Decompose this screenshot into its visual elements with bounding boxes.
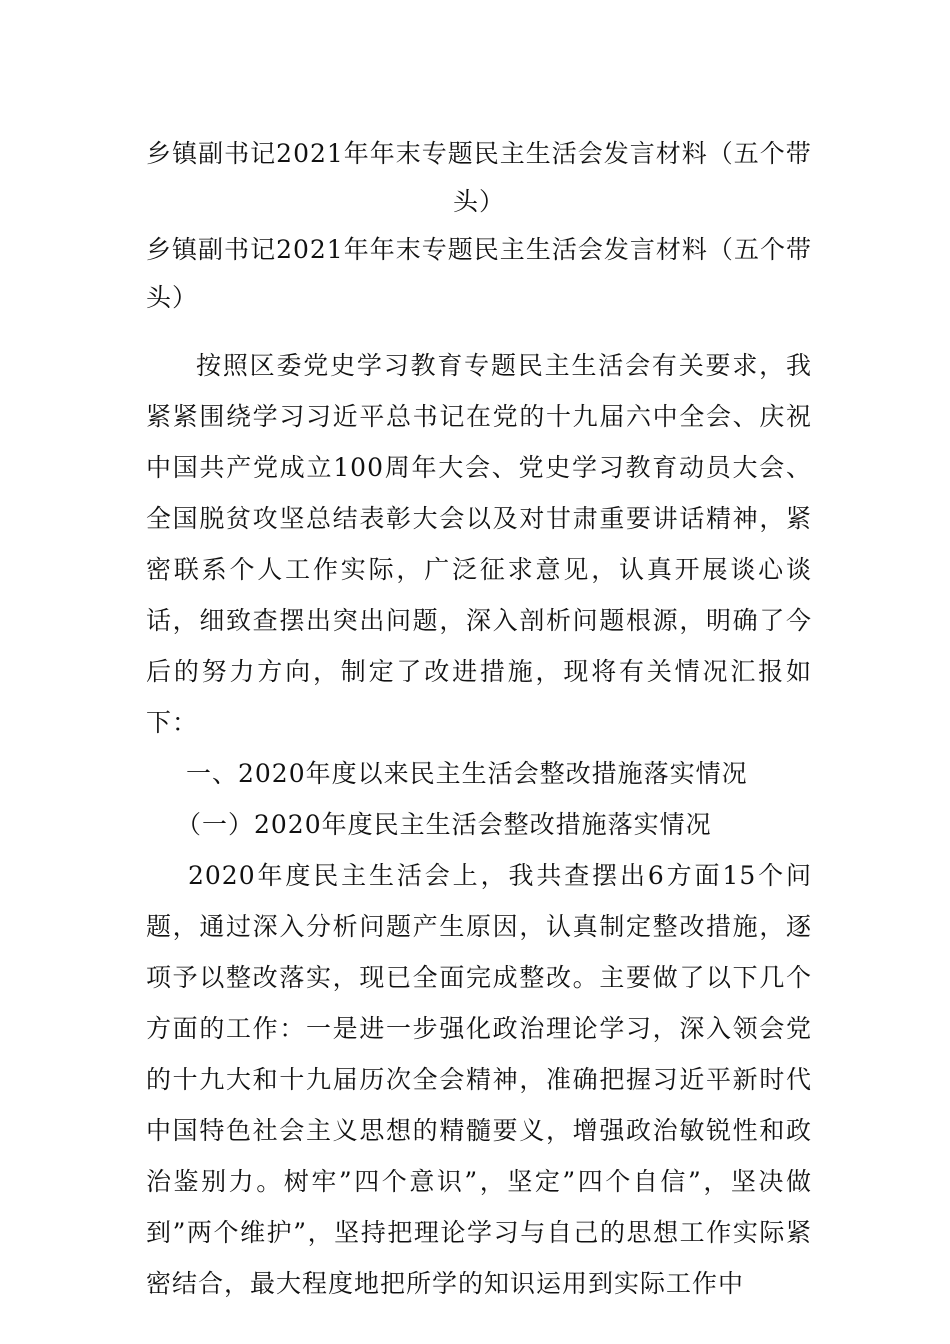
intro-paragraph: 按照区委党史学习教育专题民主生活会有关要求，我紧紧围绕学习习近平总书记在党的十九届六中全会、庆祝中国共产党成立100周年大会、党史学习教育动员大会、全国脱贫攻坚总结表彰大会以及对甘肃重要讲话精神，紧密联系个人工作实际，广泛征求意见，认真开展谈心谈话，细致查摆出突出问题，深入剖析问题根源，明确了今后的努力方向，制定了改进措施，现将有关情况汇报如下： <box>146 351 812 737</box>
document-title: 乡镇副书记2021年年末专题民主生活会发言材料（五个带头） <box>146 139 812 216</box>
subsection-heading: （一）2020年度民主生活会整改措施落实情况 <box>176 810 712 839</box>
body-paragraph: 2020年度民主生活会上，我共查摆出6方面15个问题，通过深入分析问题产生原因，认真制定整改措施，逐项予以整改落实，现已全面完成整改。主要做了以下几个方面的工作：一是进一步强化政治理论学习，深入领会党的十九大和十九届历次全会精神，准确把握习近平新时代中国特色社会主义思想的精髓要义，增强政治敏锐性和政治鉴别力。树牢”四个意识”，坚定”四个自信”，坚决做到”两个维护”，坚持把理论学习与自己的思想工作实际紧密结合，最大程度地把所学的知识运用到实际工作中 <box>146 861 812 1298</box>
section-heading: 一、2020年度以来民主生活会整改措施落实情况 <box>186 759 748 788</box>
document-body <box>146 130 812 1309</box>
document-subtitle: 乡镇副书记2021年年末专题民主生活会发言材料（五个带头） <box>146 235 812 312</box>
